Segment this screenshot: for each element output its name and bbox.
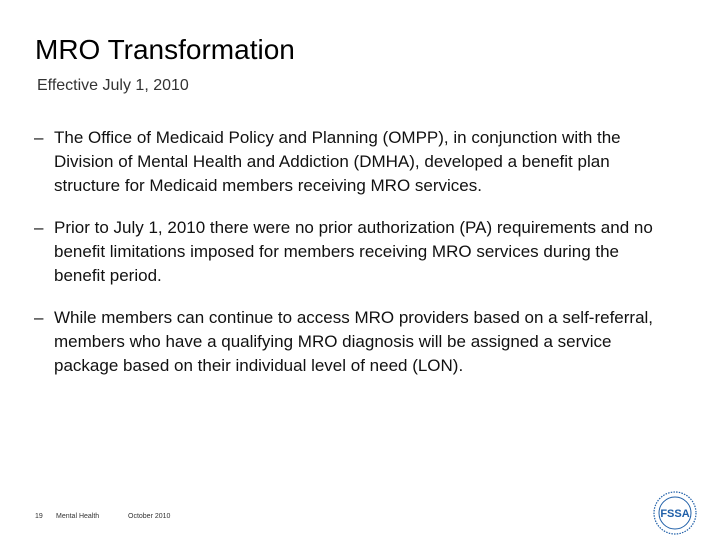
bullet-text: The Office of Medicaid Policy and Planning (OMPP), in conjunction with the Division of Mental Health and Addiction (DMHA), developed a benefit plan structure for Medicaid members receiving MRO services.	[54, 128, 621, 195]
bullet-dash: –	[34, 218, 44, 237]
bullet-item-ompp	[34, 126, 674, 198]
footer-page-number: 19	[35, 513, 43, 520]
slide-title: MRO Transformation	[35, 34, 295, 65]
logo-text: FSSA	[660, 508, 690, 520]
fssa-seal-icon	[652, 490, 698, 536]
bullet-list	[34, 126, 674, 396]
bullet-dash: –	[34, 308, 44, 327]
bullet-item-prior-authorization	[34, 216, 674, 288]
footer-date: October 2010	[128, 513, 171, 520]
bullet-item-self-referral	[34, 306, 674, 378]
bullet-text: Prior to July 1, 2010 there were no prior authorization (PA) requirements and no benefit limitations imposed for members receiving MRO services during the benefit period.	[54, 218, 653, 285]
slide-subtitle: Effective July 1, 2010	[37, 77, 189, 94]
footer-department: Mental Health	[56, 513, 100, 520]
bullet-dash: –	[34, 128, 44, 147]
bullet-text: While members can continue to access MRO providers based on a self-referral, members who have a qualifying MRO diagnosis will be assigned a service package based on their individual level of need (LON).	[54, 308, 654, 375]
